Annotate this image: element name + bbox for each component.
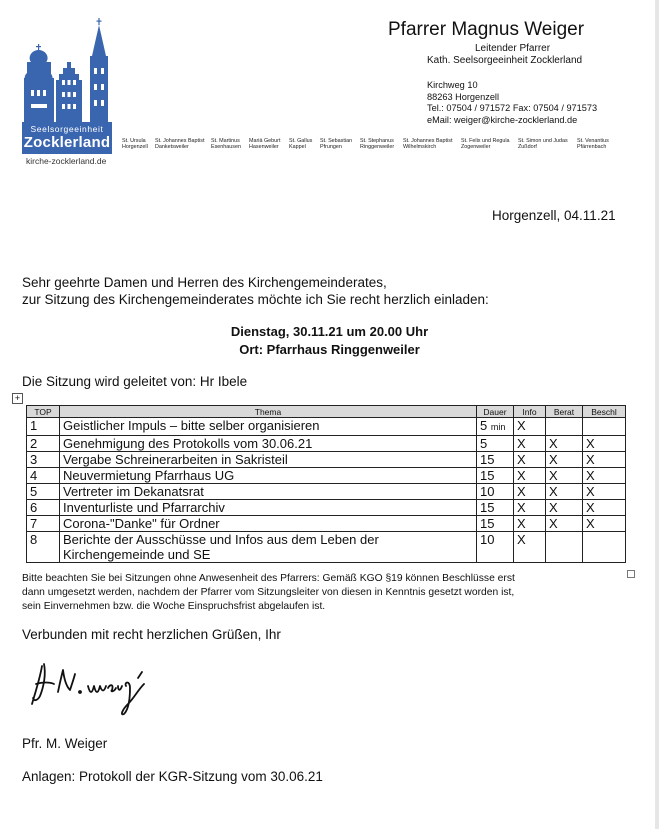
cell-dauer: 10 [477,484,514,500]
cell-info: X [514,436,546,452]
cell-thema: Corona-"Danke" für Ordner [60,516,477,532]
note-line: sein Einvernehmen bzw. die Woche Einspruchsfrist abgelaufen ist. [22,601,326,612]
parish-item: St. Sebastian Pfrungen [320,138,353,151]
cell-beschl: X [583,484,626,500]
cell-berat: X [546,452,583,468]
church-logo-icon [22,18,114,122]
address-phone: Tel.: 07504 / 971572 Fax: 07504 / 971573 [427,103,598,113]
logo-line1: Seelsorgeeinheit [30,124,104,134]
cell-berat: X [546,500,583,516]
salutation-line-2: zur Sitzung des Kirchengemeinderates möchte ich Sie recht herzlich einladen: [22,292,489,307]
signature-icon [30,660,160,718]
sender-name: Pfarrer Magnus Weiger [388,19,585,40]
cell-beschl: X [583,436,626,452]
cell-berat: X [546,484,583,500]
note-line: Bitte beachten Sie bei Sitzungen ohne Anwesenheit des Pfarrers: Gemäß KGO §19 können Beschlüsse erst [22,573,515,584]
table-row [27,500,626,516]
legal-note [22,572,622,614]
cell-dauer: 15 [477,468,514,484]
table-header-row [27,406,626,418]
cell-top: 6 [27,500,60,516]
header-berat: Berat [546,406,583,418]
table-row [27,436,626,452]
table-move-handle-icon[interactable]: + [12,393,23,404]
agenda-table [26,405,626,563]
cell-info: X [514,484,546,500]
signature-name: Pfr. M. Weiger [22,736,108,751]
cell-top: 4 [27,468,60,484]
cell-berat: X [546,436,583,452]
parish-item: St. Martinus Esenhausen [211,138,241,151]
cell-top: 5 [27,484,60,500]
table-row [27,468,626,484]
closing: Verbunden mit recht herzlichen Grüßen, Ihr [22,627,281,642]
cell-berat [546,532,583,563]
salutation-line-1: Sehr geehrte Damen und Herren des Kirchengemeinderates, [22,275,387,290]
cell-info: X [514,516,546,532]
header-beschl: Beschl [583,406,626,418]
cell-berat [546,418,583,436]
cell-thema: Geistlicher Impuls – bitte selber organisieren [60,418,477,436]
cell-berat: X [546,468,583,484]
table-resize-handle-icon[interactable] [627,570,635,578]
parish-item: Mariä Geburt Hasenweiler [249,138,281,151]
parish-item: St. Ursula Horgenzell [122,138,148,151]
cell-dauer: 5 min [477,418,514,436]
cell-thema: Neuvermietung Pfarrhaus UG [60,468,477,484]
cell-berat: X [546,516,583,532]
cell-thema: Vertreter im Dekanatsrat [60,484,477,500]
cell-dauer: 15 [477,452,514,468]
parish-item: St. Felix und Regula Zogenweiler [461,138,510,151]
table-row [27,532,626,563]
sender-title: Leitender Pfarrer [475,43,551,54]
cell-top: 1 [27,418,60,436]
parish-item: St. Johannes Baptist Wilhelmskirch [403,138,453,151]
parish-item: St. Stephanus Ringgenweiler [360,138,395,151]
header-info: Info [514,406,546,418]
parish-item: St. Simon und Judas Zußdorf [518,138,568,151]
note-line: dann umgesetzt werden, nachdem der Pfarrer vom Sitzungsleiter von diesen in Kenntnis gesetzt worden ist, [22,587,515,598]
letter-date: Horgenzell, 04.11.21 [492,208,616,223]
cell-dauer: 15 [477,500,514,516]
cell-info: X [514,418,546,436]
logo-line2: Zocklerland [23,134,111,151]
cell-info: X [514,532,546,563]
cell-dauer: 10 [477,532,514,563]
cell-thema: Genehmigung des Protokolls vom 30.06.21 [60,436,477,452]
cell-info: X [514,452,546,468]
cell-thema: Berichte der Ausschüsse und Infos aus dem Leben der Kirchengemeinde und SE [60,532,477,563]
address-street: Kirchweg 10 [427,80,478,90]
header-dauer: Dauer [477,406,514,418]
logo-url: kirche-zocklerland.de [26,156,107,166]
cell-info: X [514,500,546,516]
table-row [27,418,626,436]
table-row [27,484,626,500]
page-edge [655,0,659,829]
sender-unit: Kath. Seelsorgeeinheit Zocklerland [427,55,583,66]
parish-item: St. Venantius Pfärrenbach [577,138,609,151]
table-row [27,516,626,532]
meeting-chair: Die Sitzung wird geleitet von: Hr Ibele [22,374,248,389]
cell-beschl: X [583,516,626,532]
meeting-place: Ort: Pfarrhaus Ringgenweiler [239,342,420,357]
meeting-date: Dienstag, 30.11.21 um 20.00 Uhr [230,324,429,339]
sender-address [427,80,597,126]
parish-item: St. Johannes Baptist Danketsweiler [155,138,205,151]
cell-top: 8 [27,532,60,563]
cell-dauer: 5 [477,436,514,452]
table-row [27,452,626,468]
header-top: TOP [27,406,60,418]
logo-wordmark [22,122,112,154]
cell-info: X [514,468,546,484]
cell-thema: Inventurliste und Pfarrarchiv [60,500,477,516]
address-city: 88263 Horgenzell [427,91,500,102]
cell-dauer: 15 [477,516,514,532]
cell-beschl: X [583,500,626,516]
cell-top: 7 [27,516,60,532]
cell-top: 2 [27,436,60,452]
cell-thema: Vergabe Schreinerarbeiten in Sakristeil [60,452,477,468]
cell-beschl [583,532,626,563]
cell-beschl: X [583,468,626,484]
attachments: Anlagen: Protokoll der KGR-Sitzung vom 30.06.21 [22,769,323,784]
header-thema: Thema [60,406,477,418]
parish-item: St. Gallus Kappel [289,138,313,151]
address-email: eMail: weiger@kirche-zocklerland.de [427,114,578,125]
cell-top: 3 [27,452,60,468]
cell-beschl [583,418,626,436]
cell-beschl: X [583,452,626,468]
